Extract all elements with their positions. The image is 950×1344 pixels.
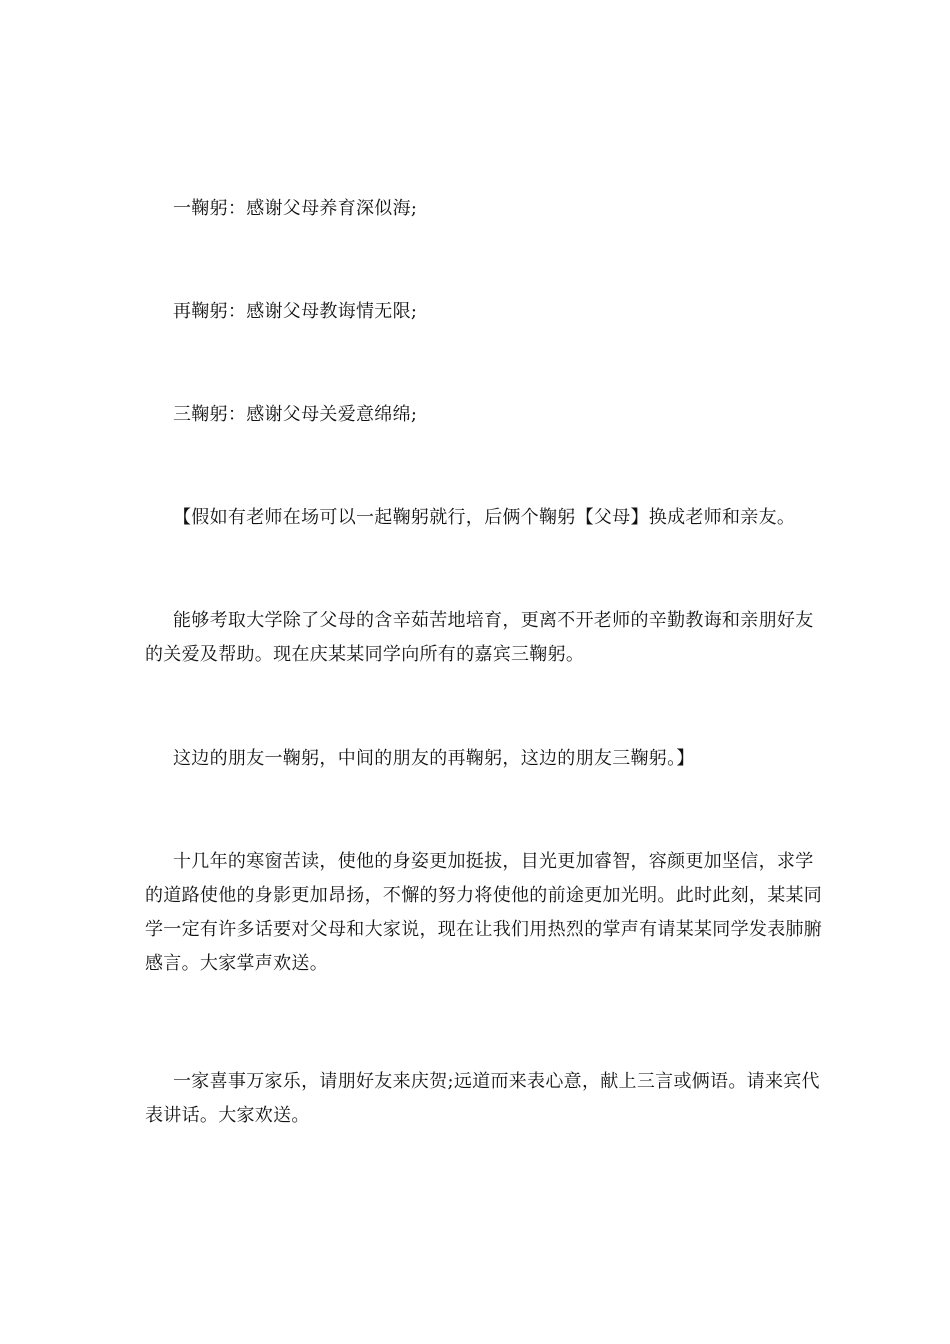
paragraph-student-speech: 十几年的寒窗苦读，使他的身姿更加挺拔，目光更加睿智，容颜更加坚信，求学的道路使他的身影更加昂扬，不懈的努力将使他的前途更加光明。此时此刻，某某同学一定有许多话要对父母和大家说，现在让我们用热烈的掌声有请某某同学发表肺腑感言。大家掌声欢送。 xyxy=(145,851,823,974)
paragraph-guests-bow: 能够考取大学除了父母的含辛茹苦地培育，更离不开老师的辛勤教诲和亲朋好友的关爱及帮助。现在庆某某同学向所有的嘉宾三鞠躬。 xyxy=(145,610,814,665)
paragraph-second-bow: 再鞠躬：感谢父母教诲情无限; xyxy=(173,301,418,322)
paragraph-teacher-note: 【假如有老师在场可以一起鞠躬就行，后俩个鞠躬【父母】换成老师和亲友。 xyxy=(173,507,796,528)
paragraph-third-bow: 三鞠躬：感谢父母关爱意绵绵; xyxy=(173,404,418,425)
paragraph-guest-speech: 一家喜事万家乐，请朋好友来庆贺;远道而来表心意，献上三言或俩语。请来宾代表讲话。大家欢送。 xyxy=(145,1071,820,1126)
paragraph-first-bow: 一鞠躬：感谢父母养育深似海; xyxy=(173,198,418,219)
paragraph-friends-bow: 这边的朋友一鞠躬，中间的朋友的再鞠躬，这边的朋友三鞠躬。】 xyxy=(173,748,695,769)
